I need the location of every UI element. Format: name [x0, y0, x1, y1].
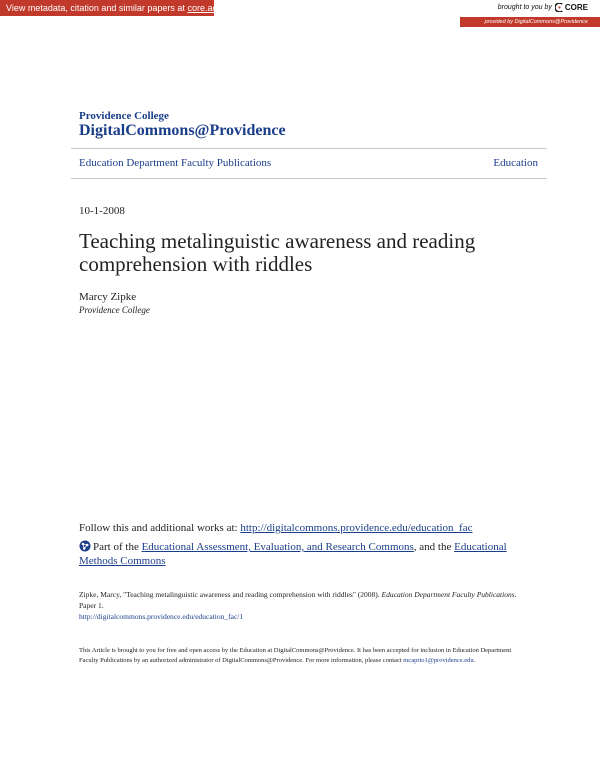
notice-end: .	[473, 657, 476, 664]
series-link[interactable]: Education Department Faculty Publications	[79, 157, 272, 169]
contact-email-link[interactable]: mcaprio1@providence.edu	[403, 657, 474, 664]
part-of-middle: , and the	[413, 541, 455, 553]
repository-name[interactable]: DigitalCommons@Providence	[79, 122, 286, 139]
core-banner	[0, 0, 600, 28]
series-row	[79, 157, 538, 169]
author-name: Marcy Zipke	[79, 291, 137, 303]
core-logo[interactable]	[555, 3, 588, 12]
institution-header	[79, 110, 286, 140]
citation-url-link[interactable]: http://digitalcommons.providence.edu/education_fac/1	[79, 612, 244, 621]
commons-link-methods[interactable]: Educational Methods Commons	[79, 541, 507, 567]
citation-paper: . Paper 1.	[79, 590, 517, 610]
collection-url-link[interactable]: http://digitalcommons.providence.edu/education_fac	[240, 522, 473, 534]
notice-text: This Article is brought to you for free and open access by the Education at DigitalCommons@Providence. It has been accepted for inclusion in Education Department Faculty Publications by an authorized administrator of DigitalCommons@Providence. For more information, please contact	[79, 647, 512, 664]
citation-journal: Education Department Faculty Publications	[381, 590, 515, 599]
divider-top	[71, 148, 547, 149]
document-title: Teaching metalinguistic awareness and reading comprehension with riddles	[79, 229, 476, 276]
follow-line	[79, 522, 472, 534]
citation-text: Zipke, Marcy, "Teaching metalinguistic awareness and reading comprehension with riddles" (2008).	[79, 590, 382, 599]
part-of-line	[79, 540, 519, 568]
department-link[interactable]: Education	[493, 157, 538, 169]
core-logo-icon	[555, 3, 564, 12]
commons-link-assessment[interactable]: Educational Assessment, Evaluation, and Research Commons	[141, 541, 414, 553]
core-logo-text: CORE	[564, 3, 588, 12]
core-link[interactable]: core.ac.uk	[187, 3, 229, 13]
publication-date: 10-1-2008	[79, 205, 125, 217]
core-brought-to-you	[498, 3, 588, 12]
core-view-metadata	[0, 0, 229, 16]
recommended-citation	[79, 589, 519, 622]
access-notice	[79, 646, 524, 666]
brought-to-you-text: brought to you by	[497, 4, 552, 11]
network-icon	[79, 540, 91, 552]
core-view-text: View metadata, citation and similar papers at	[6, 3, 188, 13]
institution-name[interactable]: Providence College	[79, 110, 169, 122]
part-of-prefix: Part of the	[93, 541, 142, 553]
follow-label: Follow this and additional works at:	[79, 522, 241, 534]
author-affiliation: Providence College	[79, 305, 150, 315]
divider-bottom	[71, 178, 547, 179]
core-provided-by[interactable]: provided by DigitalCommons@Providence	[460, 17, 600, 27]
